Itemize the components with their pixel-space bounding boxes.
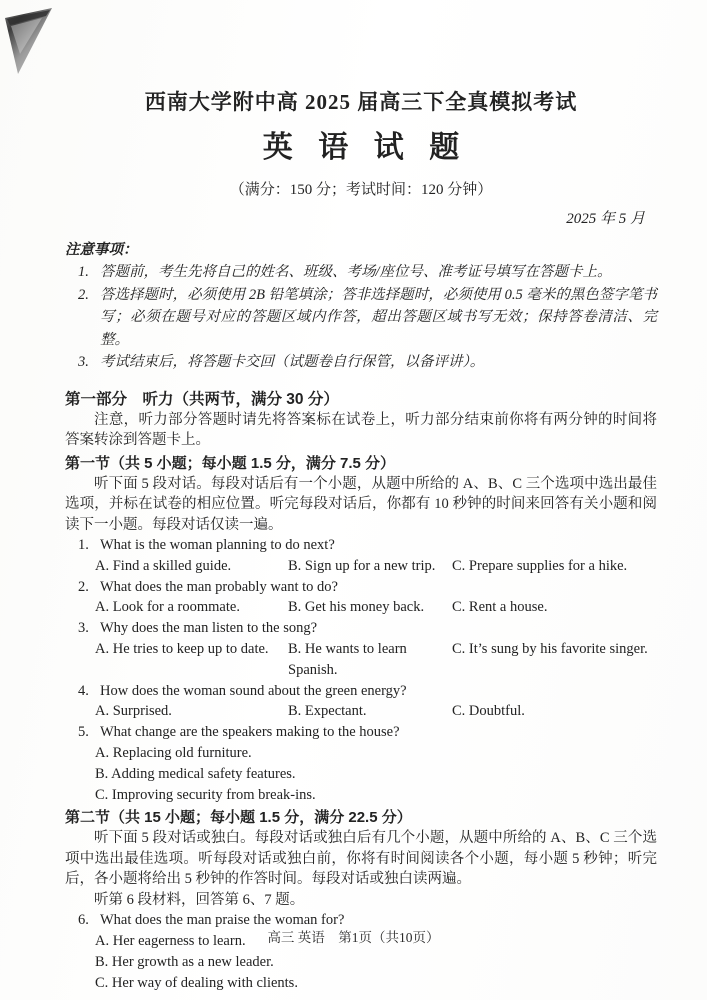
option-c: C. Her way of dealing with clients. [95, 974, 298, 991]
question-5 [65, 722, 657, 743]
notice-list [65, 261, 657, 374]
option-c: C. Rent a house. [452, 599, 548, 616]
notice-text: 考试结束后，将答题卡交回（试题卷自行保管，以备评讲）。 [100, 354, 485, 370]
question-number: 1. [78, 537, 89, 553]
score-and-time-line: （满分：150 分；考试时间：120 分钟） [229, 182, 493, 198]
notice-heading: 注意事项： [65, 242, 138, 258]
question-4-options [65, 701, 657, 722]
notice-number: 3. [78, 354, 89, 370]
section2-heading: 第二节（共 15 小题；每小题 1.5 分，满分 22.5 分） [65, 809, 412, 827]
notice-item [65, 261, 657, 284]
option-c: C. Doubtful. [452, 703, 525, 720]
page-footer: 高三 英语 第1页（共10页） [267, 930, 440, 945]
option-a: A. Find a skilled guide. [95, 557, 232, 574]
question-text: What change are the speakers making to the house? [100, 724, 400, 741]
notice-text: 答题前，考生先将自己的姓名、班级、考场/座位号、准考证号填写在答题卡上。 [100, 264, 612, 280]
option-b: B. Sign up for a new trip. [288, 557, 436, 574]
notice-text: 答选择题时，必须使用 2B 铅笔填涂；答非选择题时，必须使用 0.5 毫米的黑色签字笔书写；必须在题号对应的答题区域内作答，超出答题区域书写无效；保持答卷清洁、完整。 [100, 286, 657, 348]
question-text: What is the woman planning to do next? [100, 537, 335, 553]
exam-date: 2025 年 5 月 [566, 211, 645, 227]
section1-heading: 第一节（共 5 小题；每小题 1.5 分，满分 7.5 分） [65, 454, 396, 472]
option-c: C. It’s sung by his favorite singer. [452, 640, 648, 657]
part1-note: 注意，听力部分答题时请先将答案标在试卷上，听力部分结束前你将有两分钟的时间将答案转涂到答题卡上。 [65, 411, 657, 448]
option-b: B. Her growth as a new leader. [95, 953, 274, 970]
section2-material-note: 听第 6 段材料，回答第 6、7 题。 [94, 891, 305, 908]
question-text: What does the man probably want to do? [100, 578, 338, 595]
option-c: C. Improving security from break-ins. [95, 786, 316, 803]
page-content [65, 0, 657, 994]
question-number: 5. [78, 724, 89, 741]
question-3 [65, 618, 657, 639]
school-exam-header: 西南大学附中高 2025 届高三下全真模拟考试 [144, 90, 578, 114]
section2-instructions: 听下面 5 段对话或独白。每段对话或独白后有几个小题，从题中所给的 A、B、C 三个选项中选出最佳选项。听每段对话或独白前，你将有时间阅读各个小题，每小题 5 秒钟；听完后，各小题将给出 5 秒钟的作答时间。每段对话或独白读两遍。 [65, 830, 657, 888]
question-1 [65, 535, 657, 556]
option-a: A. Her eagerness to learn. [95, 933, 246, 950]
question-2-options [65, 597, 657, 618]
option-a: A. Surprised. [95, 703, 172, 720]
notice-number: 2. [78, 286, 89, 303]
notice-item [65, 351, 657, 374]
question-number: 2. [78, 578, 89, 595]
section1-instructions: 听下面 5 段对话。每段对话后有一个小题，从题中所给的 A、B、C 三个选项中选出最佳选项，并标在试卷的相应位置。听完每段对话后，你都有 10 秒钟的时间来回答有关小题和阅读下一小题。每段对话仅读一遍。 [65, 475, 657, 533]
question-5-options [65, 743, 657, 805]
part1-heading: 第一部分 听力（共两节，满分 30 分） [65, 390, 339, 408]
question-number: 6. [78, 912, 89, 929]
question-text: How does the woman sound about the green energy? [100, 682, 407, 699]
question-1-options [65, 556, 657, 577]
question-3-options [65, 639, 657, 681]
option-b: B. Get his money back. [288, 599, 425, 616]
option-a: A. Replacing old furniture. [95, 744, 252, 761]
scanned-corner-fold-icon [2, 4, 62, 84]
page-title: 英 语 试 题 [262, 131, 469, 164]
option-a: A. Look for a roommate. [95, 599, 240, 616]
question-text: Why does the man listen to the song? [100, 620, 318, 637]
option-b: B. Expectant. [288, 703, 367, 720]
question-number: 4. [78, 682, 89, 699]
question-text: What does the man praise the woman for? [100, 912, 345, 929]
question-number: 3. [78, 620, 89, 637]
option-b: B. Adding medical safety features. [95, 765, 296, 782]
option-c: C. Prepare supplies for a hike. [452, 557, 628, 574]
question-2 [65, 577, 657, 598]
notice-item [65, 284, 657, 352]
option-b: B. He wants to learn Spanish. [288, 640, 407, 678]
notice-number: 1. [78, 264, 89, 280]
question-4 [65, 681, 657, 702]
option-a: A. He tries to keep up to date. [95, 640, 269, 657]
